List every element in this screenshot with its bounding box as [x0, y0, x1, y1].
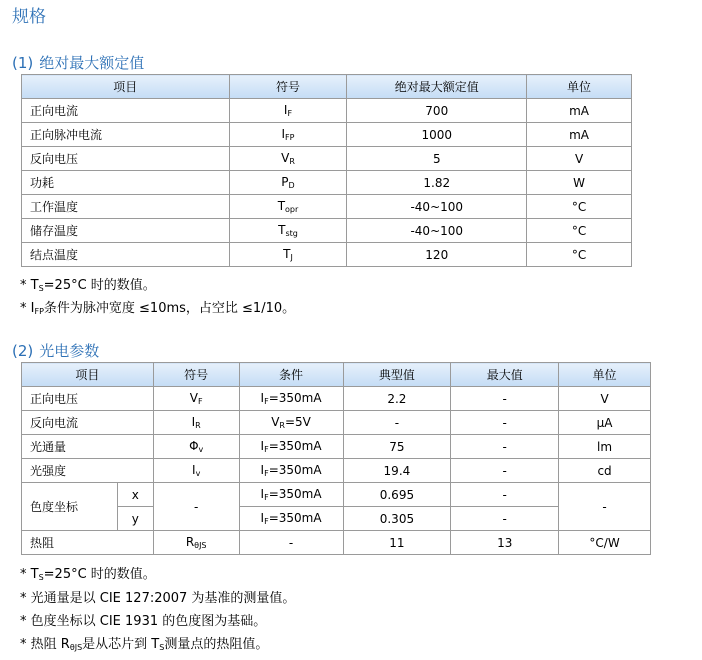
item-cell: 结点温度 — [22, 243, 230, 267]
header-max-rating: 绝对最大额定值 — [347, 75, 527, 99]
item-cell: 储存温度 — [22, 219, 230, 243]
item-cell: 反向电流 — [22, 411, 154, 435]
unit-cell: V — [559, 387, 651, 411]
symbol-cell: $V_R$ — [229, 147, 347, 171]
symbol-cell: $\Phi_v$ — [153, 435, 239, 459]
table-row — [22, 483, 651, 507]
table-row — [22, 459, 651, 483]
axis-cell: x — [117, 483, 153, 507]
condition-cell: - — [239, 531, 343, 555]
symbol-cell: $T_{opr}$ — [229, 195, 347, 219]
item-cell: 光通量 — [22, 435, 154, 459]
section1-note-1: * $T_S=25^\circ C$ 时的数值。 — [20, 278, 156, 293]
table-row — [22, 243, 632, 267]
item-cell: 光强度 — [22, 459, 154, 483]
max-cell: - — [451, 483, 559, 507]
max-cell: - — [451, 459, 559, 483]
header-unit: 单位 — [527, 75, 632, 99]
table-row — [22, 219, 632, 243]
value-cell: 120 — [347, 243, 527, 267]
table-header-row — [22, 75, 632, 99]
header-condition: 条件 — [239, 363, 343, 387]
unit-cell: °C/W — [559, 531, 651, 555]
section1-title-text: 绝对最大额定值 — [39, 54, 145, 72]
typical-cell: 11 — [343, 531, 451, 555]
max-cell: - — [451, 507, 559, 531]
symbol-cell: $T_J$ — [229, 243, 347, 267]
table-row — [22, 147, 632, 171]
condition-cell: $I_F=350mA$ — [239, 483, 343, 507]
section1-note-2: * $I_{FP}$条件为脉冲宽度 ≤10ms，占空比 ≤1/10。 — [20, 301, 296, 316]
symbol-cell: $I_v$ — [153, 459, 239, 483]
header-unit: 单位 — [559, 363, 651, 387]
symbol-cell: $I_R$ — [153, 411, 239, 435]
section2-number: (2) — [12, 342, 34, 360]
unit-cell: cd — [559, 459, 651, 483]
condition-cell: $I_F=350mA$ — [239, 459, 343, 483]
typical-cell: 2.2 — [343, 387, 451, 411]
table-row — [22, 99, 632, 123]
max-cell: - — [451, 411, 559, 435]
value-cell: -40~100 — [347, 195, 527, 219]
value-cell: 1000 — [347, 123, 527, 147]
symbol-cell: - — [153, 483, 239, 531]
table-row — [22, 387, 651, 411]
table-row — [22, 171, 632, 195]
item-cell: 正向脉冲电流 — [22, 123, 230, 147]
header-typical: 典型值 — [343, 363, 451, 387]
condition-cell: $V_R=5V$ — [239, 411, 343, 435]
table-row — [22, 123, 632, 147]
item-cell: 色度坐标 — [22, 483, 118, 531]
typical-cell: - — [343, 411, 451, 435]
section1-number: (1) — [12, 54, 34, 72]
unit-cell: μA — [559, 411, 651, 435]
max-cell: - — [451, 435, 559, 459]
value-cell: 700 — [347, 99, 527, 123]
item-cell: 热阻 — [22, 531, 154, 555]
section2-note-4: * 热阻 $R_{\theta JS}$是从芯片到 $T_S$测量点的热阻值。 — [20, 637, 269, 652]
item-cell: 正向电流 — [22, 99, 230, 123]
section1-title — [12, 52, 144, 73]
absolute-max-ratings-table — [21, 74, 632, 267]
section2-title — [12, 340, 99, 361]
condition-cell: $I_F=350mA$ — [239, 507, 343, 531]
item-cell: 正向电压 — [22, 387, 154, 411]
typical-cell: 0.695 — [343, 483, 451, 507]
unit-cell: °C — [527, 243, 632, 267]
unit-cell: °C — [527, 195, 632, 219]
symbol-cell: $I_F$ — [229, 99, 347, 123]
max-cell: - — [451, 387, 559, 411]
item-cell: 工作温度 — [22, 195, 230, 219]
unit-cell: lm — [559, 435, 651, 459]
unit-cell: °C — [527, 219, 632, 243]
unit-cell: V — [527, 147, 632, 171]
symbol-cell: $V_F$ — [153, 387, 239, 411]
symbol-cell: $I_{FP}$ — [229, 123, 347, 147]
section2-note-2: * 光通量是以 CIE 127:2007 为基准的测量值。 — [20, 591, 296, 606]
axis-cell: y — [117, 507, 153, 531]
typical-cell: 19.4 — [343, 459, 451, 483]
table-row — [22, 531, 651, 555]
symbol-cell: $T_{stg}$ — [229, 219, 347, 243]
condition-cell: $I_F=350mA$ — [239, 435, 343, 459]
condition-cell: $I_F=350mA$ — [239, 387, 343, 411]
header-symbol: 符号 — [229, 75, 347, 99]
unit-cell: W — [527, 171, 632, 195]
item-cell: 反向电压 — [22, 147, 230, 171]
item-cell: 功耗 — [22, 171, 230, 195]
max-cell: 13 — [451, 531, 559, 555]
unit-cell: mA — [527, 99, 632, 123]
section2-note-1: * $T_S=25^\circ C$ 时的数值。 — [20, 567, 156, 582]
header-symbol: 符号 — [153, 363, 239, 387]
unit-cell: mA — [527, 123, 632, 147]
value-cell: 5 — [347, 147, 527, 171]
table-row — [22, 195, 632, 219]
optoelectronic-params-table — [21, 362, 651, 555]
page-title: 规格 — [12, 7, 46, 27]
value-cell: -40~100 — [347, 219, 527, 243]
symbol-cell: $P_D$ — [229, 171, 347, 195]
unit-cell: - — [559, 483, 651, 531]
section2-note-3: * 色度坐标以 CIE 1931 的色度图为基础。 — [20, 614, 267, 629]
symbol-cell: $R_{\theta JS}$ — [153, 531, 239, 555]
value-cell: 1.82 — [347, 171, 527, 195]
header-max: 最大值 — [451, 363, 559, 387]
table-row — [22, 435, 651, 459]
table-row — [22, 411, 651, 435]
typical-cell: 0.305 — [343, 507, 451, 531]
typical-cell: 75 — [343, 435, 451, 459]
header-item: 项目 — [22, 75, 230, 99]
header-item: 项目 — [22, 363, 154, 387]
table-header-row — [22, 363, 651, 387]
section2-title-text: 光电参数 — [39, 342, 100, 360]
